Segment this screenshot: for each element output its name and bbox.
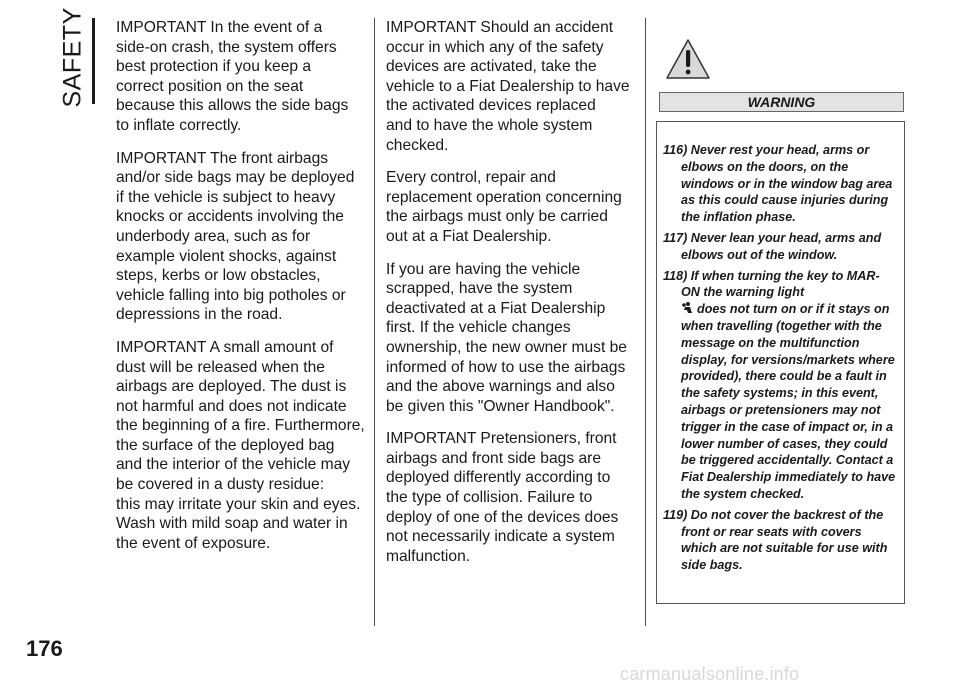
watermark: carmanualsonline.info [620, 664, 800, 684]
paragraph-dust-release: IMPORTANT A small amount of dust will be released when the airbags are deployed. The dust is not harmful and does not indicate the beginning of a fire. Furthermore, the surface of the deployed bag and the interior of the vehicle may be covered in a dusty residue: this may irritate your skin and eyes. Wash with mild soap and water in the event of exposure. [116, 338, 365, 552]
paragraph-side-crash: IMPORTANT In the event of a side-on crash, the system offers best protection if you keep a correct position on the seat because this allows the side bags to inflate correctly. [116, 19, 349, 134]
section-tab [58, 7, 88, 108]
section-title: SAFETY [58, 7, 87, 108]
text-column-2 [386, 18, 636, 579]
exclamation-triangle-icon [665, 38, 711, 85]
section-marker-line [92, 18, 95, 104]
paragraph-scrapping: If you are having the vehicle scrapped, have the system deactivated at a Fiat Dealership first. If the vehicle changes ownership, the new owner must be informed of how to use the airbags and the above warnings and also be given this "Owner Handbook". [386, 260, 627, 415]
warning-item-text: 118) If when turning the key to MAR-ON the warning light [663, 268, 880, 300]
warning-item: 116) Never rest your head, arms or elbows on the doors, on the windows or in the window bag area as this could cause injuries during the inflation phase. [663, 143, 893, 225]
paragraph-deployment-conditions: IMPORTANT The front airbags and/or side bags may be deployed if the vehicle is subject to heavy knocks or accidents involving the underbody area, such as for example violent shocks, against steps, kerbs or low obstacles, vehicle falling into big potholes or depressions in the road. [116, 149, 355, 324]
paragraph-pretensioners: IMPORTANT Pretensioners, front airbags and front side bags are deployed differently according to the type of collision. Failure to deploy of one of the devices does not necessarily indicate a system malfunction. [386, 430, 619, 565]
warning-item-text: does not turn on or if it stays on when travelling (together with the message on the multifunction display, for versions/markets where provided), there could be a fault in the safety systems; in this event, airbags or pretensioners may not trigger in the case of impact or, in a lower number of cases, they could be triggered accidentally. Contact a Fiat Dealership immediately to have the system checked. [681, 302, 896, 501]
warning-item [663, 268, 898, 503]
column-divider [374, 18, 375, 626]
page-number: 176 [26, 636, 63, 661]
paragraph-accident-service: IMPORTANT Should an accident occur in which any of the safety devices are activated, take the vehicle to a Fiat Dealership to have the activated devices replaced and to have the whole system checked. [386, 19, 630, 154]
warning-list [663, 142, 898, 574]
warning-item: 119) Do not cover the backrest of the front or rear seats with covers which are not suitable for use with side bags. [663, 507, 888, 573]
warning-heading: WARNING [659, 92, 904, 112]
warning-box [656, 121, 905, 604]
warning-item: 117) Never lean your head, arms and elbows out of the window. [663, 230, 882, 262]
paragraph-repair-operations: Every control, repair and replacement operation concerning the airbags must only be carried out at a Fiat Dealership. [386, 169, 622, 245]
airbag-warning-light-icon [681, 301, 695, 315]
column-divider [645, 18, 646, 626]
text-column-1 [116, 18, 368, 566]
